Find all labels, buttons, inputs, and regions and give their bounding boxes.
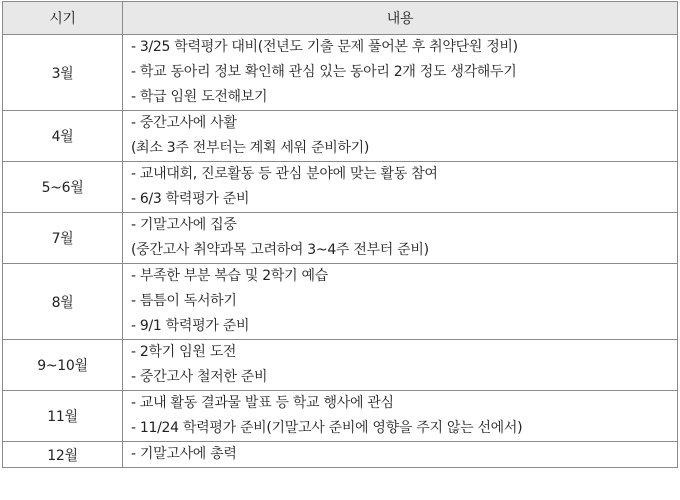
period-cell: 5~6월 [3, 162, 123, 213]
content-item: - 기말고사에 집중 [131, 217, 237, 233]
content-item: - 11/24 학력평가 준비(기말고사 준비에 영향을 주지 않는 선에서) [131, 420, 523, 436]
content-item: - 부족한 부분 복습 및 2학기 예습 [131, 268, 328, 284]
content-item: - 6/3 학력평가 준비 [131, 191, 250, 207]
period-cell: 12월 [3, 442, 123, 468]
content-item: - 교내대회, 진로활동 등 관심 분야에 맞는 활동 참여 [131, 166, 438, 182]
content-item: - 중간고사 철저한 준비 [131, 369, 268, 385]
table-row [3, 391, 678, 442]
table-row [3, 264, 678, 340]
content-item: - 9/1 학력평가 준비 [131, 318, 250, 334]
period-cell: 11월 [3, 391, 123, 442]
content-item: - 2학기 임원 도전 [131, 344, 237, 360]
content-item: - 기말고사에 총력 [131, 446, 237, 462]
content-cell [123, 213, 678, 264]
period-cell: 3월 [3, 35, 123, 111]
table-row [3, 442, 678, 468]
content-cell [123, 162, 678, 213]
content-cell [123, 111, 678, 162]
header-content: 내용 [123, 2, 678, 35]
content-item: - 학교 동아리 정보 확인해 관심 있는 동아리 2개 정도 생각해두기 [131, 64, 517, 80]
period-cell: 4월 [3, 111, 123, 162]
table-row [3, 35, 678, 111]
header-row [3, 2, 678, 35]
content-cell [123, 264, 678, 340]
content-item: - 교내 활동 결과물 발표 등 학교 행사에 관심 [131, 395, 394, 411]
content-item: - 3/25 학력평가 대비(전년도 기출 문제 풀어본 후 취약단원 정비) [131, 39, 518, 55]
content-cell [123, 35, 678, 111]
content-item: - 틈틈이 독서하기 [131, 293, 237, 309]
content-cell [123, 391, 678, 442]
content-item: - 중간고사에 사활 [131, 115, 237, 131]
header-period: 시기 [3, 2, 123, 35]
content-cell [123, 442, 678, 468]
period-cell: 9~10월 [3, 340, 123, 391]
content-cell [123, 340, 678, 391]
content-item: (최소 3주 전부터는 계획 세워 준비하기) [131, 140, 370, 156]
table-row [3, 340, 678, 391]
table-row [3, 111, 678, 162]
schedule-table [2, 1, 678, 468]
content-item: (중간고사 취약과목 고려하여 3~4주 전부터 준비) [131, 242, 429, 258]
table-row [3, 162, 678, 213]
table-row [3, 213, 678, 264]
period-cell: 7월 [3, 213, 123, 264]
content-item: - 학급 임원 도전해보기 [131, 89, 268, 105]
period-cell: 8월 [3, 264, 123, 340]
